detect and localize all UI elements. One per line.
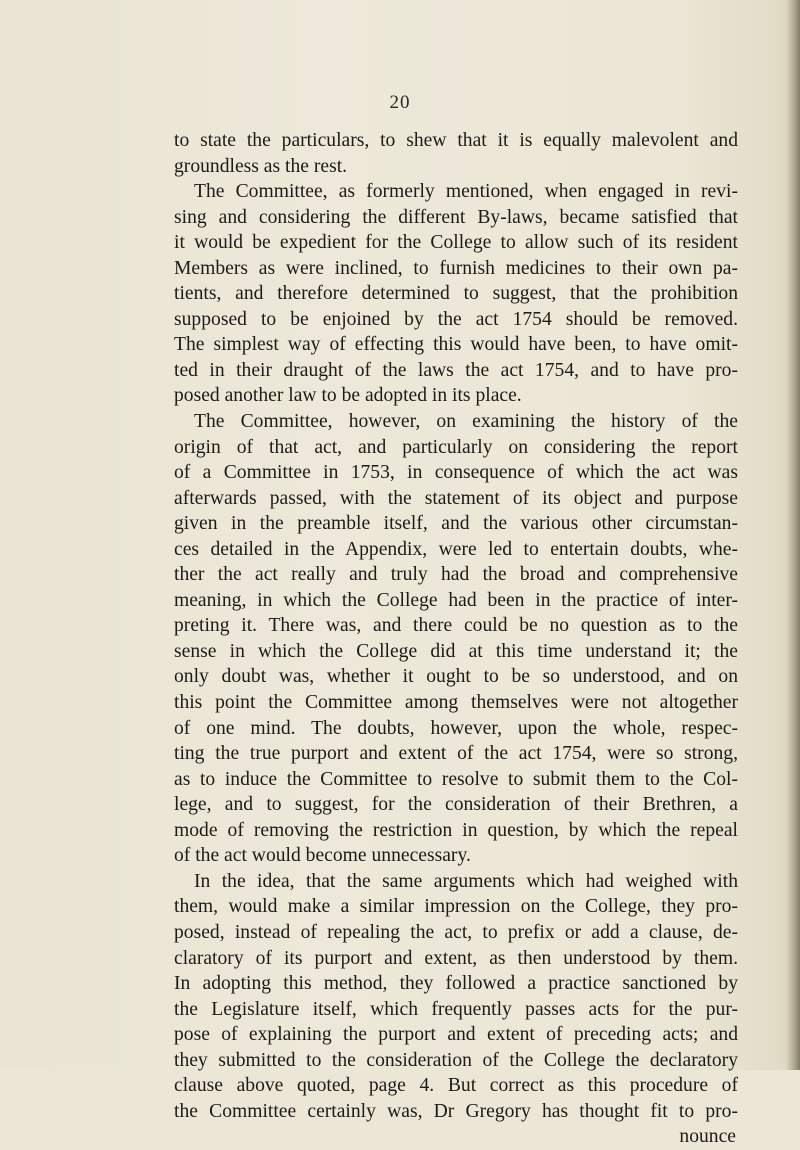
text-line: as to induce the Committee to resolve to submit them to the Col- — [174, 768, 738, 790]
text-line: posed another law to be adopted in its place. — [174, 385, 522, 407]
text-line: claratory of its purport and extent, as then understood by them. — [174, 947, 738, 969]
text-line: they submitted to the consideration of the College the declaratory — [174, 1049, 738, 1071]
text-line: In the idea, that the same arguments which had weighed with — [194, 870, 738, 892]
page-edge-shadow — [786, 0, 800, 1070]
text-line: ting the true purport and extent of the act 1754, were so strong, — [174, 743, 738, 765]
catchword: nounce — [679, 1126, 736, 1148]
text-line: lege, and to suggest, for the consideration of their Brethren, a — [174, 794, 738, 816]
text-line: supposed to be enjoined by the act 1754 should be removed. — [174, 308, 738, 330]
text-line: The Committee, however, on examining the history of the — [194, 411, 738, 433]
text-line: sense in which the College did at this time understand it; the — [174, 640, 738, 662]
text-line: afterwards passed, with the statement of its object and purpose — [174, 487, 738, 509]
text-line: the Committee certainly was, Dr Gregory has thought fit to pro- — [174, 1100, 738, 1122]
text-line: In adopting this method, they followed a practice sanctioned by — [174, 973, 738, 995]
text-line: of a Committee in 1753, in consequence of which the act was — [174, 462, 738, 484]
text-line: of the act would become unnecessary. — [174, 845, 471, 867]
text-line: to state the particulars, to shew that it is equally malevolent and — [174, 130, 738, 151]
text-line: it would be expedient for the College to allow such of its resident — [174, 232, 738, 254]
body-text — [174, 128, 738, 1150]
text-line: preting it. There was, and there could be no question as to the — [174, 615, 738, 637]
text-line: given in the preamble itself, and the various other circumstan- — [174, 513, 738, 535]
text-line: of one mind. The doubts, however, upon the whole, respec- — [174, 717, 738, 739]
text-line: posed, instead of repealing the act, to prefix or add a clause, de- — [174, 921, 738, 943]
text-line: origin of that act, and particularly on considering the report — [174, 436, 738, 458]
text-line: clause above quoted, page 4. But correct as this procedure of — [174, 1075, 738, 1097]
text-line: The simplest way of effecting this would have been, to have omit- — [174, 334, 738, 356]
text-line: ther the act really and truly had the broad and comprehensive — [174, 564, 738, 586]
text-line: mode of removing the restriction in question, by which the repeal — [174, 819, 738, 841]
text-line: meaning, in which the College had been in the practice of inter- — [174, 589, 738, 611]
text-line: pose of explaining the purport and extent of preceding acts; and — [174, 1024, 738, 1046]
text-line: ted in their draught of the laws the act 1754, and to have pro- — [174, 359, 738, 381]
text-line: only doubt was, whether it ought to be so understood, and on — [174, 666, 738, 688]
page-number: 20 — [389, 92, 411, 113]
text-line: the Legislature itself, which frequently passes acts for the pur- — [174, 998, 738, 1020]
text-line: them, would make a similar impression on the College, they pro- — [174, 896, 738, 918]
text-line: sing and considering the different By-laws, became satisfied that — [174, 206, 738, 228]
text-line: tients, and therefore determined to suggest, that the prohibition — [174, 283, 738, 305]
text-line: groundless as the rest. — [174, 155, 348, 177]
text-line: this point the Committee among themselves were not altogether — [174, 692, 738, 714]
text-line: The Committee, as formerly mentioned, when engaged in revi- — [194, 181, 738, 203]
text-line: Members as were inclined, to furnish medicines to their own pa- — [174, 257, 738, 279]
text-line: ces detailed in the Appendix, were led to entertain doubts, whe- — [174, 538, 738, 560]
